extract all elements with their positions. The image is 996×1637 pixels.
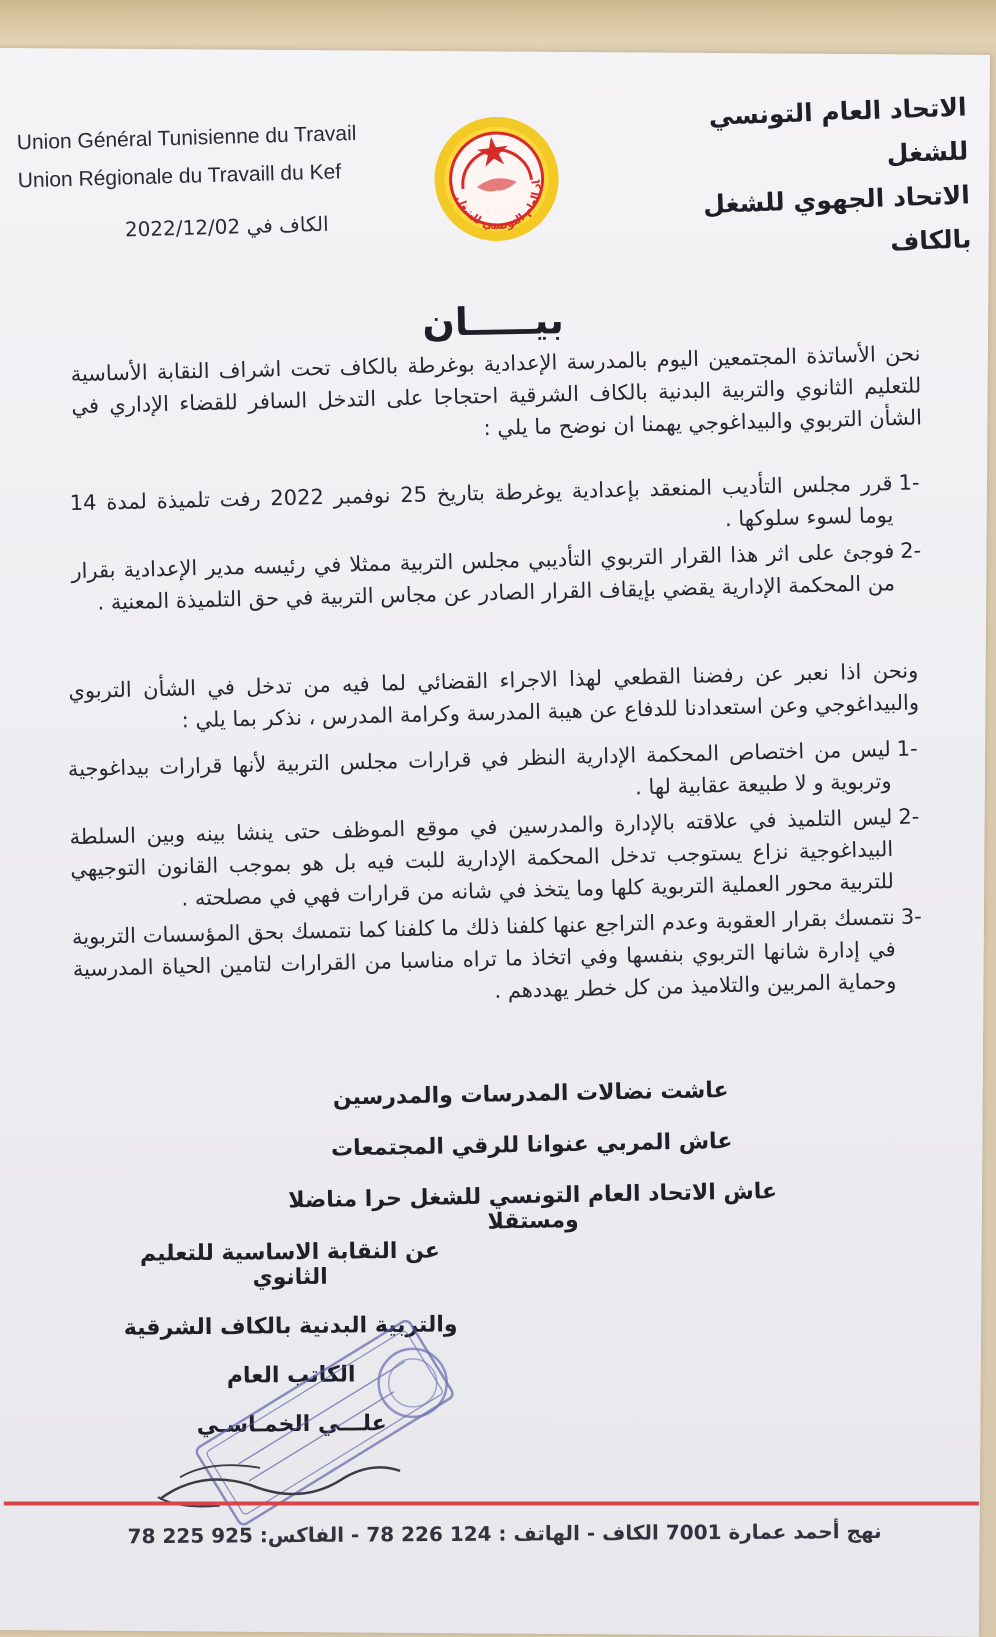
footer-divider [4,1501,979,1505]
point-number: -1 [898,470,920,495]
logo-text: الاتحاد العام التونسي للشغل [415,106,544,232]
slogan-2: عاش المربي عنوانا للرقي المجتمعات [330,1128,733,1162]
document-title [378,297,609,345]
slogan-1: عاشت نضالات المدرسات والمدرسين [332,1077,729,1111]
point-number: -2 [899,538,922,563]
slogan-3: عاش الاتحاد العام التونسي للشغل حرا مناضلا ومستقلا [288,1179,778,1235]
signature-line-1: عن النقابة الاساسية للتعليم الثانوي [139,1238,440,1291]
point-number: -3 [900,904,923,929]
signature-line-4: علـــي الخمـاسـي [196,1411,387,1439]
official-stamp [140,1309,502,1542]
point-b-2 [69,800,921,917]
ugtt-logo [415,98,578,261]
french-header-line-1: Union Général Tunisienne du Travail [16,121,357,155]
intro-paragraph: نحن الأساتذة المجتمعين اليوم بالمدرسة الإعدادية بوغرطة بالكاف تحت اشراف النقابة الأساسية للتعليم الثانوي والتربية البدنية بالكاف الشرقية احتجاجا على التدخل السافر للقضاء الإداري في الشأن التربوي والبيداغوجي يهمنا ان نوضح ما يلي : [70,341,923,441]
points-a-list [69,466,922,619]
arabic-header-line-2: الاتحاد الجهوي للشغل بالكاف [702,180,972,257]
signature-line-3: الكاتب العام [226,1362,356,1389]
slogans [241,1076,824,1265]
title-text: بيـــــان [421,298,565,345]
point-text: ليس من اختصاص المحكمة الإدارية النظر في قرارات مجلس التربية لأنها قرارات بيداغوجية وتربوية و لا طبيعة عقابية لها . [67,737,892,800]
point-text: قرر مجلس التأديب المنعقد بإعدادية يوغرطة بتاريخ 25 نوفمبر 2022 رفت تلميذة لمدة 14 يوما لسوء سلوكها . [69,471,894,532]
french-header [16,114,378,200]
points-b-list [67,732,923,1017]
document-sheet [0,48,990,1637]
point-text: فوجئ على اثر هذا القرار التربوي التأديبي مجلس التربية ممثلا في رئيسه مدير الإعدادية بقرار من المحكمة الإدارية يقضي بإيقاف القرار الصادر عن مجاس التربية في حق التلميذة المعنية . [71,539,896,615]
point-number: -2 [898,804,920,829]
point-text: نتمسك بقرار العقوبة وعدم التراجع عنها كلفنا ذلك ما كلفنا كما نتمسك بحق المؤسسات التربوية في إدارة شانها التربوي بنفسها وفي اتخاذ ما تراه مناسبا من القرارات لتامين الحياة المدرسية وحماية المربين والتلاميذ من كل خطر يهددهم . [71,905,897,1003]
arabic-header-line-1: الاتحاد العام التونسي للشغل [708,92,969,169]
arabic-header [626,85,972,273]
point-text: ليس التلميذ في علاقته بالإدارة والمدرسين في موقع الموظف حتى ينشا بينه وبين السلطة البيداغوجية نزاع يستوجب تدخل المحكمة الإدارية للبت فيه بل هو بموجب القانون التوجيهي للتربية محور العملية التربوية كلها وما يتخذ في شانه من قرارات فهي في مصلحته . [69,805,895,911]
document-date: الكاف في 2022/12/02 [124,211,329,242]
point-number: -1 [896,736,918,761]
french-header-line-2: Union Régionale du Travaill du Kef [17,160,342,193]
middle-paragraph: ونحن اذا نعبر عن رفضنا القطعي لهذا الاجراء القضائي لما فيه من تدخل في الشأن التربوي والبيداغوجي وعن استعدادنا للدفاع عن هيبة المدرسة وكرامة المدرس ، نذكر بما يلي : [68,658,920,733]
point-b-3 [72,900,924,1017]
signature-line-2: والتربية البدنية بالكاف الشرقية [123,1312,458,1341]
footer-address: نهج أحمد عمارة 7001 الكاف - الهاتف : 124 226 78 - الفاكس: 925 225 78 [127,1518,882,1549]
